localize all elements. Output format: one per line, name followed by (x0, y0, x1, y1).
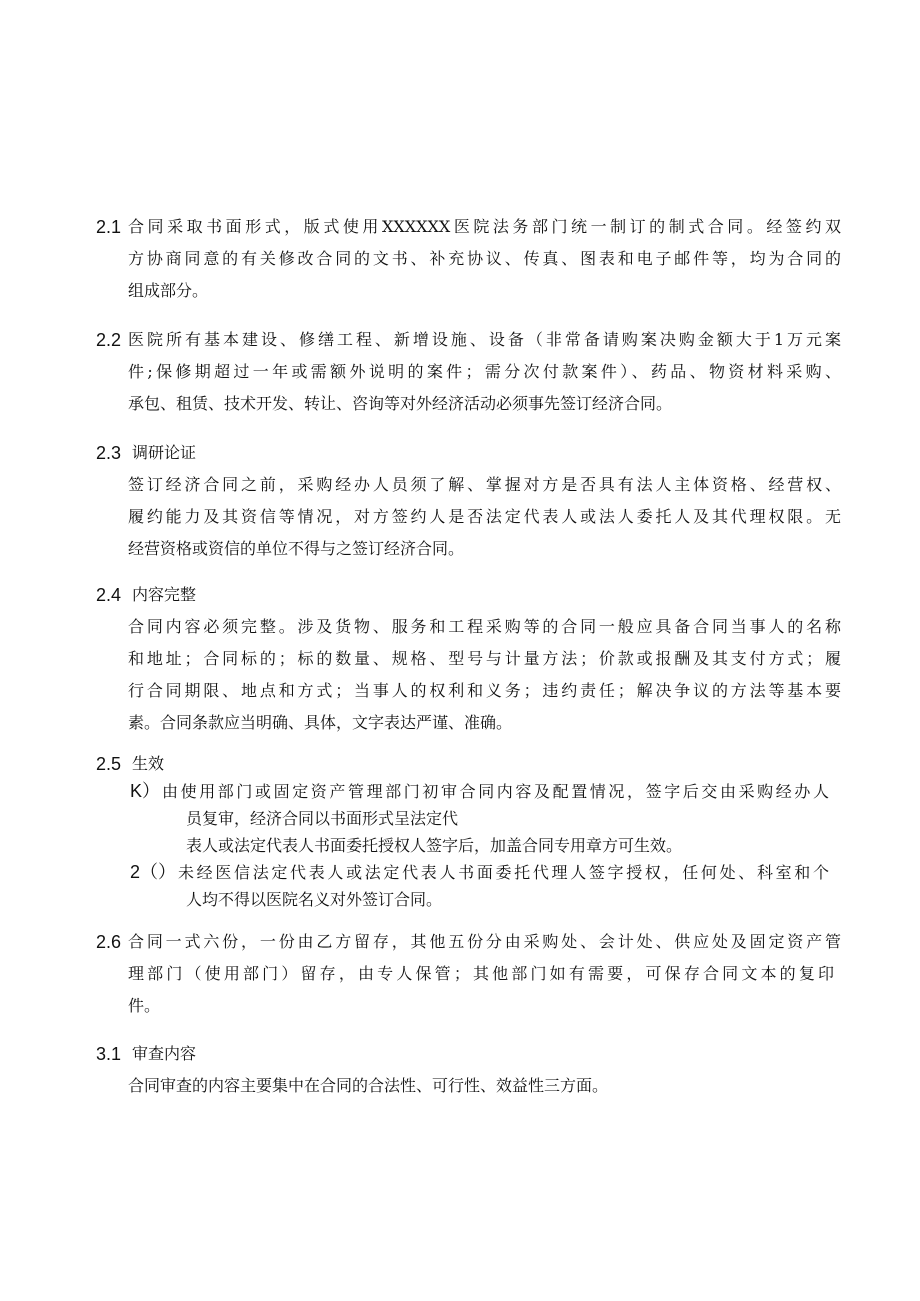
paragraph-line: 和地址；合同标的；标的数量、规格、型号与计量方法；价款或报酬及其支付方式；履 (128, 649, 841, 668)
section-2-1 (96, 211, 841, 307)
paragraph-line: 合同一式六份，一份由乙方留存，其他五份分由采购处、会计处、供应处及固定资产管 (128, 932, 841, 951)
paragraph-line: 件;保修期超过一年或需额外说明的案件；需分次付款案件）、药品、物资材料采购、 (128, 362, 841, 381)
list-line: 表人或法定代表人书面委托授权人签字后，加盖合同专用章方可生效。 (186, 836, 683, 855)
list-line: 未经医信法定代表人或法定代表人书面委托代理人签字授权，任何处、科室和个 (178, 863, 829, 882)
paragraph-line: 经营资格或资信的单位不得与之签订经济合同。 (128, 539, 465, 558)
paragraph-line: 素。合同条款应当明确、具体，文字表达严谨、准确。 (128, 713, 513, 732)
section-2-6 (96, 926, 841, 1022)
paragraph-line: 医院所有基本建设、修缮工程、新增设施、设备（非常备请购案决购金额大于1万元案 (128, 330, 841, 349)
paragraph-line: 合同内容必须完整。涉及货物、服务和工程采购等的合同一般应具备合同当事人的名称 (128, 617, 841, 636)
list-marker: 2（） (130, 862, 177, 882)
paragraph-line: 承包、租赁、技术开发、转让、咨询等对外经济活动必须事先签订经济合同。 (128, 394, 673, 413)
paragraph-line: 合同采取书面形式，版式使用XXXXXX医院法务部门统一制订的制式合同。经签约双 (128, 217, 841, 236)
list-line: 人均不得以医院名义对外签订合同。 (186, 890, 443, 909)
section-number: 2.6 (96, 932, 122, 952)
paragraph-line: 组成部分。 (128, 281, 209, 300)
section-2-4 (96, 579, 841, 739)
section-title: 生效 (132, 754, 165, 773)
section-number: 3.1 (96, 1044, 122, 1064)
list-item (96, 859, 841, 913)
section-3-1 (96, 1038, 841, 1102)
section-2-3 (96, 437, 841, 565)
section-number: 2.3 (96, 443, 122, 463)
section-2-5 (96, 748, 841, 913)
list-item (96, 778, 841, 859)
paragraph-line: 方协商同意的有关修改合同的文书、补充协议、传真、图表和电子邮件等，均为合同的 (128, 249, 841, 268)
section-title: 内容完整 (132, 585, 197, 604)
section-number: 2.5 (96, 754, 122, 774)
list-marker: K） (130, 781, 161, 801)
paragraph-line: 合同审查的内容主要集中在合同的合法性、可行性、效益性三方面。 (128, 1076, 609, 1095)
section-2-2 (96, 324, 841, 420)
paragraph-line: 签订经济合同之前，采购经办人员须了解、掌握对方是否具有法人主体资格、经营权、 (128, 475, 841, 494)
section-number: 2.1 (96, 217, 122, 237)
section-title: 调研论证 (132, 443, 197, 462)
paragraph-line: 行合同期限、地点和方式；当事人的权利和义务；违约责任；解决争议的方法等基本要 (128, 681, 841, 700)
list-line: 员复审，经济合同以书面形式呈法定代 (186, 809, 459, 828)
paragraph-line: 件。 (128, 996, 161, 1015)
paragraph-line: 理部门（使用部门）留存，由专人保管；其他部门如有需要，可保存合同文本的复印 (128, 964, 834, 983)
section-title: 审查内容 (132, 1044, 197, 1063)
paragraph-line: 履约能力及其资信等情况，对方签约人是否法定代表人或法人委托人及其代理权限。无 (128, 507, 841, 526)
section-number: 2.4 (96, 585, 122, 605)
list-line: 由使用部门或固定资产管理部门初审合同内容及配置情况，签字后交由采购经办人 (162, 782, 829, 801)
section-number: 2.2 (96, 330, 122, 350)
